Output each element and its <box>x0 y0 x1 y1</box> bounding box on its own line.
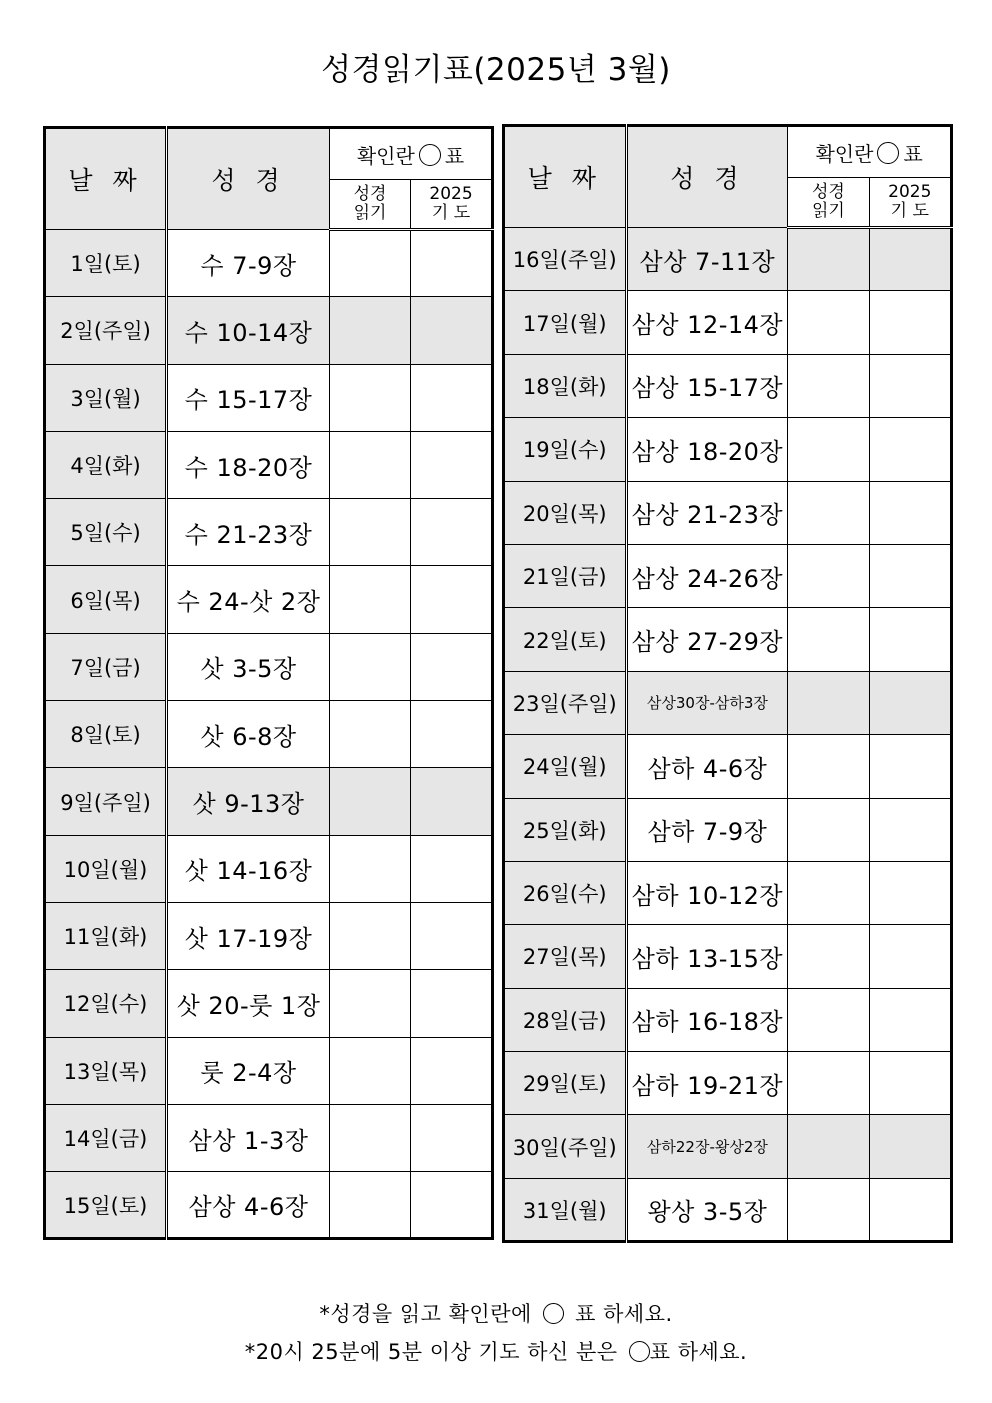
prayer-check-cell[interactable] <box>411 297 493 364</box>
instructions <box>0 1295 992 1371</box>
reading-cell: 삼상 27-29장 <box>626 608 788 671</box>
bible-reading-check-cell[interactable] <box>330 633 411 700</box>
instruction-1-text: *성경을 읽고 확인란에 <box>319 1302 532 1326</box>
table-row <box>45 230 493 297</box>
prayer-check-cell[interactable] <box>869 1178 951 1241</box>
prayer-check-cell[interactable] <box>411 701 493 768</box>
reading-cell: 삼하 7-9장 <box>626 798 788 861</box>
reading-cell: 수 21-23장 <box>167 499 330 566</box>
prayer-check-cell[interactable] <box>411 902 493 969</box>
table-row <box>504 861 952 924</box>
day-cell: 23일(주일) <box>504 671 627 734</box>
instruction-2-tail: 표 하세요. <box>649 1340 748 1364</box>
bible-reading-check-cell[interactable] <box>330 1172 411 1239</box>
header-prayer-line1: 2025 <box>429 184 473 204</box>
reading-cell: 삿 20-룻 1장 <box>167 970 330 1037</box>
bible-reading-check-cell[interactable] <box>788 925 869 988</box>
day-cell: 18일(화) <box>504 354 627 417</box>
table-row <box>45 1104 493 1171</box>
reading-cell: 수 18-20장 <box>167 431 330 498</box>
day-cell: 24일(월) <box>504 735 627 798</box>
day-cell: 1일(토) <box>45 230 167 297</box>
header-check-mark: 표 <box>903 141 923 166</box>
table-row <box>45 835 493 902</box>
table-row <box>504 671 952 734</box>
instruction-line-1 <box>0 1295 992 1333</box>
reading-cell: 삿 3-5장 <box>167 633 330 700</box>
prayer-check-cell[interactable] <box>869 735 951 798</box>
prayer-check-cell[interactable] <box>869 988 951 1051</box>
table-row <box>504 1178 952 1241</box>
reading-table-right <box>502 124 953 1243</box>
reading-cell: 삿 17-19장 <box>167 902 330 969</box>
bible-reading-check-cell[interactable] <box>788 481 869 544</box>
day-cell: 10일(월) <box>45 835 167 902</box>
reading-cell: 왕상 3-5장 <box>626 1178 788 1241</box>
header-bible-reading-line2: 읽기 <box>811 201 845 221</box>
bible-reading-check-cell[interactable] <box>788 798 869 861</box>
table-row <box>504 798 952 861</box>
prayer-check-cell[interactable] <box>411 768 493 835</box>
prayer-check-cell[interactable] <box>869 671 951 734</box>
table-row <box>504 544 952 607</box>
day-cell: 12일(수) <box>45 970 167 1037</box>
prayer-check-cell[interactable] <box>411 1104 493 1171</box>
day-cell: 3일(월) <box>45 364 167 431</box>
reading-cell: 삿 9-13장 <box>167 768 330 835</box>
table-row <box>504 608 952 671</box>
bible-reading-check-cell[interactable] <box>330 768 411 835</box>
day-cell: 4일(화) <box>45 431 167 498</box>
reading-cell: 삼하 10-12장 <box>626 861 788 924</box>
reading-cell: 삼상 24-26장 <box>626 544 788 607</box>
table-row <box>45 902 493 969</box>
prayer-check-cell[interactable] <box>869 1115 951 1178</box>
bible-reading-check-cell[interactable] <box>788 608 869 671</box>
bible-reading-check-cell[interactable] <box>788 1115 869 1178</box>
bible-reading-check-cell[interactable] <box>788 228 869 291</box>
prayer-check-cell[interactable] <box>411 633 493 700</box>
day-cell: 9일(주일) <box>45 768 167 835</box>
header-bible-reading <box>788 178 869 228</box>
prayer-check-cell[interactable] <box>411 1172 493 1239</box>
reading-cell: 삼하22장-왕상2장 <box>626 1115 788 1178</box>
day-cell: 31일(월) <box>504 1178 627 1241</box>
instruction-1-tail: 표 하세요. <box>575 1302 673 1326</box>
day-cell: 28일(금) <box>504 988 627 1051</box>
table-row <box>504 354 952 417</box>
header-prayer-line2: 기 도 <box>431 203 471 223</box>
circle-icon <box>877 142 899 164</box>
table-row <box>45 1037 493 1104</box>
table-row <box>504 481 952 544</box>
prayer-check-cell[interactable] <box>869 925 951 988</box>
table-row <box>504 228 952 291</box>
circle-icon <box>543 1303 564 1324</box>
table-row <box>504 291 952 354</box>
table-row <box>504 735 952 798</box>
table-row <box>45 566 493 633</box>
table-row <box>504 988 952 1051</box>
prayer-check-cell[interactable] <box>869 1052 951 1115</box>
bible-reading-check-cell[interactable] <box>330 1104 411 1171</box>
table-row <box>504 1052 952 1115</box>
header-bible-reading-line1: 성경 <box>353 184 387 204</box>
day-cell: 8일(토) <box>45 701 167 768</box>
table-row <box>504 1115 952 1178</box>
reading-cell: 삼상 12-14장 <box>626 291 788 354</box>
day-cell: 2일(주일) <box>45 297 167 364</box>
reading-cell: 삼하 4-6장 <box>626 735 788 798</box>
prayer-check-cell[interactable] <box>411 364 493 431</box>
table-row <box>45 701 493 768</box>
bible-reading-check-cell[interactable] <box>788 1178 869 1241</box>
prayer-check-cell[interactable] <box>869 291 951 354</box>
day-cell: 19일(수) <box>504 418 627 481</box>
reading-cell: 삼하 19-21장 <box>626 1052 788 1115</box>
table-row <box>504 925 952 988</box>
table-row <box>504 418 952 481</box>
bible-reading-check-cell[interactable] <box>330 499 411 566</box>
day-cell: 15일(토) <box>45 1172 167 1239</box>
prayer-check-cell[interactable] <box>411 566 493 633</box>
prayer-check-cell[interactable] <box>411 230 493 297</box>
bible-reading-check-cell[interactable] <box>788 735 869 798</box>
prayer-check-cell[interactable] <box>411 1037 493 1104</box>
reading-cell: 삼하 13-15장 <box>626 925 788 988</box>
table-row <box>45 297 493 364</box>
header-bible-reading <box>330 180 411 230</box>
prayer-check-cell[interactable] <box>869 608 951 671</box>
reading-cell: 룻 2-4장 <box>167 1037 330 1104</box>
header-date: 날 짜 <box>45 128 167 230</box>
reading-cell: 삼상 7-11장 <box>626 228 788 291</box>
bible-reading-check-cell[interactable] <box>330 1037 411 1104</box>
day-cell: 11일(화) <box>45 902 167 969</box>
reading-cell: 삿 6-8장 <box>167 701 330 768</box>
day-cell: 6일(목) <box>45 566 167 633</box>
bible-reading-check-cell[interactable] <box>330 566 411 633</box>
header-reading: 성 경 <box>167 128 330 230</box>
bible-reading-check-cell[interactable] <box>330 431 411 498</box>
prayer-check-cell[interactable] <box>869 228 951 291</box>
bible-reading-check-cell[interactable] <box>330 230 411 297</box>
reading-cell: 수 24-삿 2장 <box>167 566 330 633</box>
reading-cell: 삼상 18-20장 <box>626 418 788 481</box>
bible-reading-check-cell[interactable] <box>788 544 869 607</box>
reading-cell: 수 10-14장 <box>167 297 330 364</box>
reading-table-left <box>43 126 494 1240</box>
day-cell: 26일(수) <box>504 861 627 924</box>
reading-cell: 삼하 16-18장 <box>626 988 788 1051</box>
reading-cell: 수 7-9장 <box>167 230 330 297</box>
header-check <box>330 128 493 180</box>
reading-cell: 삼상30장-삼하3장 <box>626 671 788 734</box>
bible-reading-check-cell[interactable] <box>330 835 411 902</box>
day-cell: 20일(목) <box>504 481 627 544</box>
reading-cell: 수 15-17장 <box>167 364 330 431</box>
page-title: 성경읽기표(2025년 3월) <box>321 52 671 88</box>
day-cell: 17일(월) <box>504 291 627 354</box>
header-reading: 성 경 <box>626 126 788 228</box>
bible-reading-check-cell[interactable] <box>788 354 869 417</box>
prayer-check-cell[interactable] <box>869 544 951 607</box>
instruction-line-2 <box>0 1333 992 1371</box>
table-row <box>45 633 493 700</box>
day-cell: 5일(수) <box>45 499 167 566</box>
bible-reading-check-cell[interactable] <box>788 1052 869 1115</box>
header-prayer-line1: 2025 <box>888 182 932 202</box>
instruction-2-text: *20시 25분에 5분 이상 기도 하신 분은 <box>244 1340 618 1364</box>
table-row <box>45 364 493 431</box>
table-row <box>45 768 493 835</box>
day-cell: 21일(금) <box>504 544 627 607</box>
day-cell: 25일(화) <box>504 798 627 861</box>
bible-reading-check-cell[interactable] <box>330 701 411 768</box>
header-bible-reading-line1: 성경 <box>811 182 845 202</box>
header-check-mark: 표 <box>444 143 465 168</box>
bible-reading-check-cell[interactable] <box>788 291 869 354</box>
reading-cell: 삼상 21-23장 <box>626 481 788 544</box>
header-prayer <box>869 178 951 228</box>
bible-reading-check-cell[interactable] <box>788 861 869 924</box>
table-row <box>45 970 493 1037</box>
bible-reading-check-cell[interactable] <box>788 671 869 734</box>
header-check-label: 확인란 <box>356 143 415 168</box>
prayer-check-cell[interactable] <box>869 354 951 417</box>
bible-reading-check-cell[interactable] <box>330 364 411 431</box>
bible-reading-check-cell[interactable] <box>330 297 411 364</box>
bible-reading-check-cell[interactable] <box>330 902 411 969</box>
circle-icon <box>419 144 441 166</box>
header-date: 날 짜 <box>504 126 627 228</box>
prayer-check-cell[interactable] <box>411 970 493 1037</box>
day-cell: 14일(금) <box>45 1104 167 1171</box>
reading-cell: 삼상 1-3장 <box>167 1104 330 1171</box>
bible-reading-check-cell[interactable] <box>788 418 869 481</box>
prayer-check-cell[interactable] <box>869 861 951 924</box>
bible-reading-check-cell[interactable] <box>330 970 411 1037</box>
prayer-check-cell[interactable] <box>411 835 493 902</box>
reading-cell: 삼상 15-17장 <box>626 354 788 417</box>
header-prayer-line2: 기 도 <box>890 201 929 221</box>
table-row <box>45 499 493 566</box>
prayer-check-cell[interactable] <box>869 481 951 544</box>
prayer-check-cell[interactable] <box>411 499 493 566</box>
day-cell: 7일(금) <box>45 633 167 700</box>
table-row <box>45 1172 493 1239</box>
prayer-check-cell[interactable] <box>869 418 951 481</box>
day-cell: 27일(목) <box>504 925 627 988</box>
day-cell: 29일(토) <box>504 1052 627 1115</box>
circle-icon <box>629 1341 650 1362</box>
day-cell: 16일(주일) <box>504 228 627 291</box>
prayer-check-cell[interactable] <box>869 798 951 861</box>
prayer-check-cell[interactable] <box>411 431 493 498</box>
table-row <box>45 431 493 498</box>
reading-cell: 삼상 4-6장 <box>167 1172 330 1239</box>
day-cell: 22일(토) <box>504 608 627 671</box>
header-check <box>788 126 952 178</box>
header-bible-reading-line2: 읽기 <box>353 203 387 223</box>
day-cell: 13일(목) <box>45 1037 167 1104</box>
header-prayer <box>411 180 493 230</box>
header-check-label: 확인란 <box>815 141 874 166</box>
bible-reading-check-cell[interactable] <box>788 988 869 1051</box>
reading-cell: 삿 14-16장 <box>167 835 330 902</box>
day-cell: 30일(주일) <box>504 1115 627 1178</box>
